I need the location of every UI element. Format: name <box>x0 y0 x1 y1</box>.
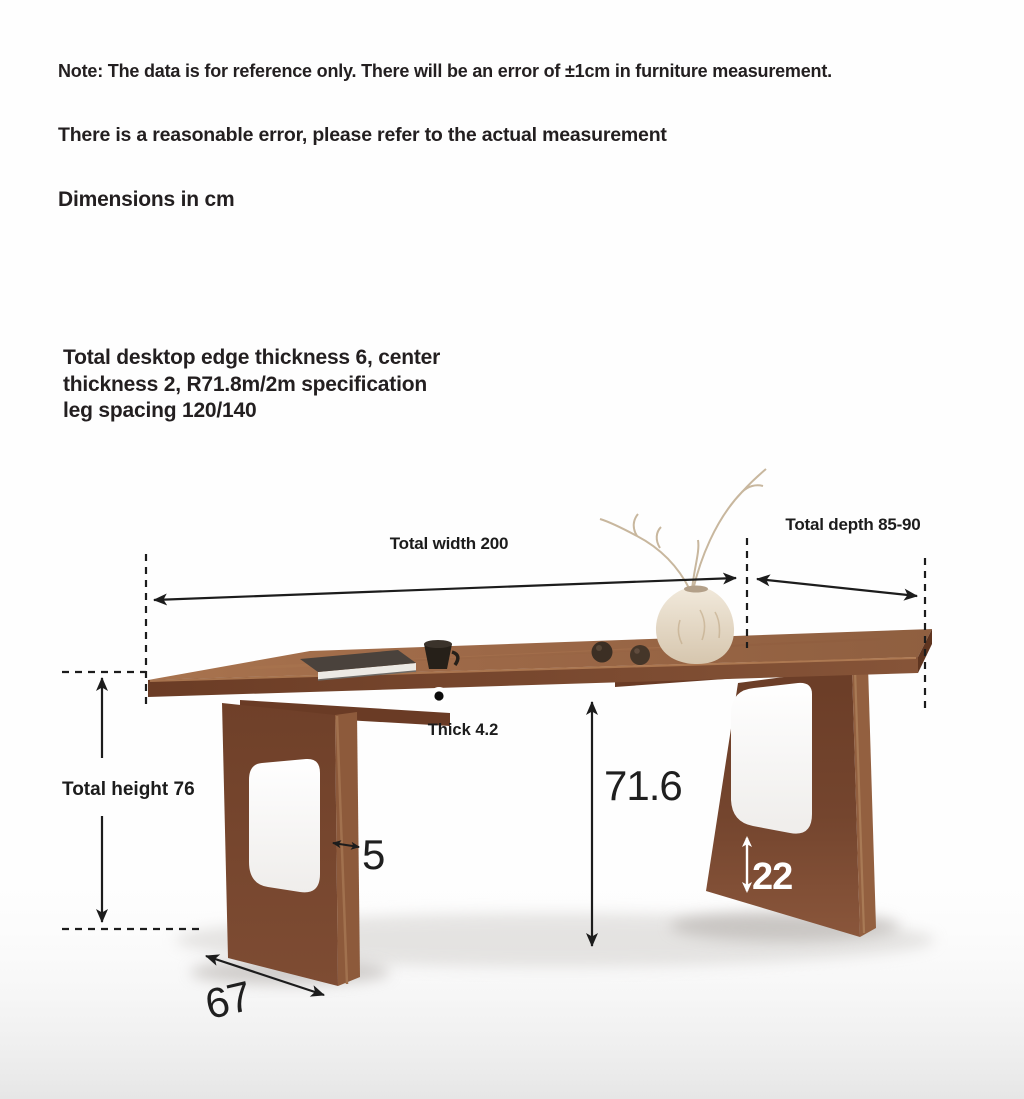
total-depth-label: Total depth 85-90 <box>785 515 921 534</box>
note-line-2: There is a reasonable error, please refer to the actual measurement <box>58 124 667 146</box>
branch-twig-3 <box>657 527 661 548</box>
leg-base-solid-height-value: 22 <box>752 856 793 898</box>
sphere-1-highlight <box>596 645 602 651</box>
total-width-label: Total width 200 <box>389 534 509 553</box>
sphere-1 <box>592 642 613 663</box>
spec-line-1: Total desktop edge thickness 6, center <box>63 346 441 369</box>
branch-twig-2 <box>634 514 638 536</box>
branch-main <box>693 469 766 590</box>
vase-mouth <box>684 586 708 593</box>
thickness-marker <box>430 687 448 705</box>
leg-base-depth-value: 67 <box>200 972 255 1028</box>
sphere-2-highlight <box>634 648 640 654</box>
cup-rim <box>424 640 452 648</box>
right-leg-cutout <box>731 683 812 834</box>
vase-with-branches <box>600 469 766 664</box>
total-depth-arrow <box>757 579 917 596</box>
thickness-label: Thick 4.2 <box>427 721 499 739</box>
branch-twig-1 <box>742 485 763 492</box>
leg-thickness-value: 5 <box>362 831 385 878</box>
note-line-1: Note: The data is for reference only. There will be an error of ±1cm in furniture measurement. <box>58 61 832 81</box>
left-leg-cutout <box>249 759 320 892</box>
sphere-2 <box>630 645 650 665</box>
branches <box>600 469 766 590</box>
total-height-label: Total height 76 <box>62 779 195 800</box>
leg-height-value: 71.6 <box>604 762 682 809</box>
spec-line-2: thickness 2, R71.8m/2m specification <box>63 372 427 396</box>
spec-line-3: leg spacing 120/140 <box>63 399 257 422</box>
total-width-arrow <box>154 578 736 600</box>
vase-body <box>656 588 734 665</box>
dimensions-unit-label: Dimensions in cm <box>58 188 235 211</box>
thickness-marker-dot <box>434 691 443 700</box>
